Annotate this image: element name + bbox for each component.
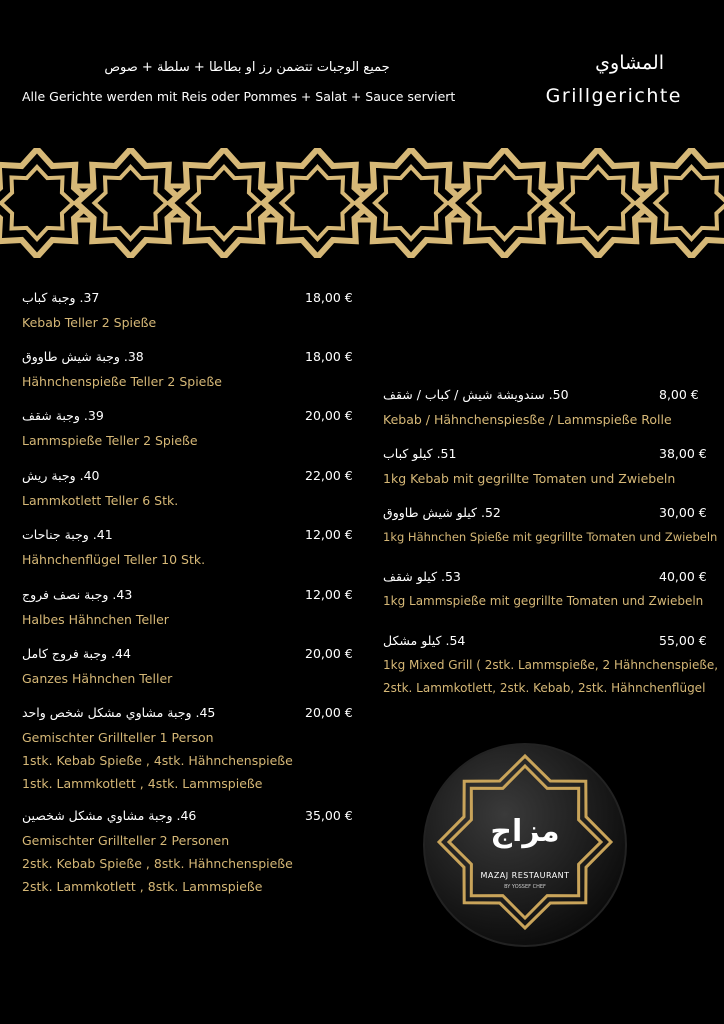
- item-description: Hähnchenflügel Teller 10 Stk.: [22, 552, 206, 567]
- note-arabic: جميع الوجبات تتضمن رز او بطاطا + سلطة + صوص: [104, 60, 390, 75]
- item-price: 35,00 €: [305, 808, 353, 823]
- item-description: Halbes Hähnchen Teller: [22, 612, 169, 627]
- item-price: 30,00 €: [659, 505, 707, 520]
- item-description-line: 2stk. Kebab Spieße , 8stk. Hähnchenspieße: [22, 856, 293, 871]
- item-title: 50. سندويشة شيش / كباب / شقف: [383, 387, 569, 402]
- item-price: 38,00 €: [659, 446, 707, 461]
- item-title: 46. وجبة مشاوي مشكل شخصين: [22, 808, 197, 823]
- item-price: 40,00 €: [659, 569, 707, 584]
- item-description: Hähnchenspieße Teller 2 Spieße: [22, 374, 222, 389]
- logo-name: MAZAJ RESTAURANT: [480, 871, 570, 880]
- item-price: 20,00 €: [305, 646, 353, 661]
- item-title: 39. وجبة شقف: [22, 408, 104, 423]
- ornament-band: [0, 148, 724, 258]
- item-price: 12,00 €: [305, 587, 353, 602]
- item-price: 8,00 €: [659, 387, 699, 402]
- title-arabic: المشاوي: [595, 52, 664, 74]
- item-title: 44. وجبة فروج كامل: [22, 646, 131, 661]
- item-description-line: Gemischter Grillteller 1 Person: [22, 730, 214, 745]
- item-title: 45. وجبة مشاوي مشكل شخص واحد: [22, 705, 216, 720]
- item-description: Ganzes Hähnchen Teller: [22, 671, 173, 686]
- item-description: [22, 829, 293, 898]
- item-title: 53. كيلو شقف: [383, 569, 461, 584]
- item-description: Lammspieße Teller 2 Spieße: [22, 433, 198, 448]
- item-title: 51. كيلو كباب: [383, 446, 457, 461]
- item-description-line: 2stk. Lammkotlett , 8stk. Lammspieße: [22, 879, 263, 894]
- item-title: 43. وجبة نصف فروج: [22, 587, 133, 602]
- item-description: Kebab Teller 2 Spieße: [22, 315, 157, 330]
- item-title: 41. وجبة جناحات: [22, 527, 113, 542]
- item-description-line: Gemischter Grillteller 2 Personen: [22, 833, 230, 848]
- item-description: Lammkotlett Teller 6 Stk.: [22, 493, 179, 508]
- item-description: 1kg Kebab mit gegrillte Tomaten und Zwiebeln: [383, 471, 676, 486]
- item-description: [383, 654, 718, 700]
- item-price: 20,00 €: [305, 705, 353, 720]
- logo-tagline: BY YOSSEF CHEF: [504, 884, 546, 890]
- note-german: Alle Gerichte werden mit Reis oder Pommes + Salat + Sauce serviert: [22, 89, 456, 104]
- item-description: 1kg Hähnchen Spieße mit gegrillte Tomaten und Zwiebeln: [383, 530, 718, 544]
- item-price: 18,00 €: [305, 290, 353, 305]
- item-title: 54. كيلو مشكل: [383, 633, 466, 648]
- item-price: 20,00 €: [305, 408, 353, 423]
- item-price: 18,00 €: [305, 349, 353, 364]
- title-german: Grillgerichte: [545, 85, 682, 107]
- item-description-line: 1stk. Kebab Spieße , 4stk. Hähnchenspieße: [22, 753, 293, 768]
- item-price: 55,00 €: [659, 633, 707, 648]
- item-price: 22,00 €: [305, 468, 353, 483]
- item-description-line: 1stk. Lammkotlett , 4stk. Lammspieße: [22, 776, 263, 791]
- ornament-star: [638, 149, 724, 257]
- item-title: 52. كيلو شيش طاووق: [383, 505, 501, 520]
- logo-name-arabic: مزاج: [490, 814, 560, 849]
- item-description: [22, 726, 293, 795]
- item-price: 12,00 €: [305, 527, 353, 542]
- item-title: 40. وجبة ريش: [22, 468, 100, 483]
- item-title: 37. وجبة كباب: [22, 290, 100, 305]
- item-description: 1kg Lammspieße mit gegrillte Tomaten und Zwiebeln: [383, 594, 704, 608]
- item-title: 38. وجبة شيش طاووق: [22, 349, 144, 364]
- item-description: Kebab / Hähnchenspiesße / Lammspieße Rolle: [383, 412, 672, 427]
- item-description-line: 2stk. Lammkotlett, 2stk. Kebab, 2stk. Hähnchenflügel: [383, 681, 706, 695]
- item-description-line: 1kg Mixed Grill ( 2stk. Lammspieße, 2 Hähnchenspieße,: [383, 658, 719, 672]
